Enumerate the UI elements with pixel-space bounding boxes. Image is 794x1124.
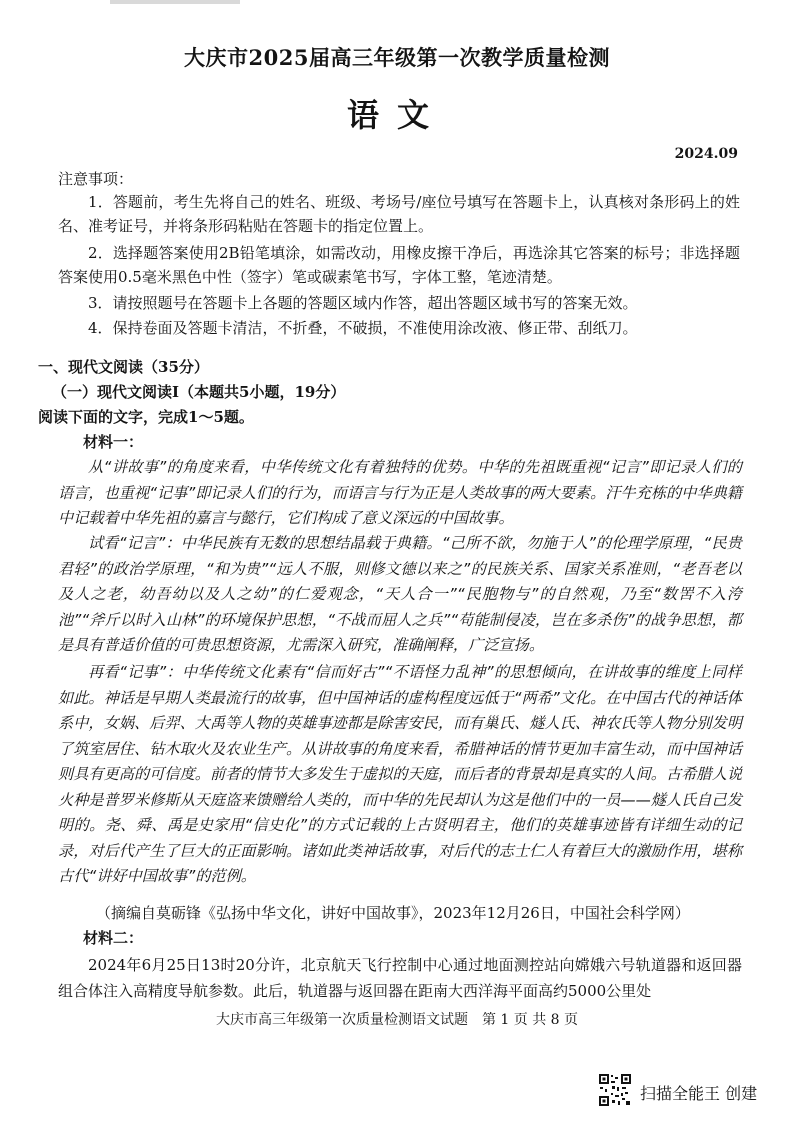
exam-title: 大庆市2025届高三年级第一次教学质量检测 <box>184 45 610 70</box>
subsection-heading: （一）现代文阅读Ⅰ（本题共5小题，19分） <box>52 383 346 401</box>
scan-edge-mark <box>110 0 240 4</box>
material-paragraph: 再看“记事”：中华传统文化素有“信而好古”“不语怪力乱神”的思想倾向，在讲故事的维度上同样如此。神话是早期人类最流行的故事，但中国神话的虚构程度远低于“两希”文化。在中国古代的神话体系中，女娲、后羿、大禹等人物的英雄事迹都是除害安民，而有巢氏、燧人氏、神农氏等人物分别发明了筑室居住、钻木取火及农业生产。从讲故事的角度来看，希腊神话的情节更加丰富生动，而中国神话则具有更高的可信度。前者的情节大多发生于虚拟的天庭，而后者的背景却是真实的人间。古希腊人说火种是普罗米修斯从天庭盗来馈赠给人类的，而中华的先民却认为这是他们中的一员——燧人氏自己发明的。尧、舜、禹是史家用“信史化”的方式记载的上古贤明君主，他们的英雄事迹皆有详细生动的记录，对后代产生了巨大的正面影响。诸如此类神话故事，对后代的志士仁人有着巨大的激励作用，堪称古代“讲好中国故事”的范例。 <box>58 663 742 885</box>
material-label: 材料二： <box>83 929 144 947</box>
exam-date: 2024.09 <box>674 146 738 162</box>
subject-title: 语文 <box>346 96 447 134</box>
notice-item: 4．保持卷面及答题卡清洁，不折叠，不破损，不准使用涂改液、修正带、刮纸刀。 <box>88 319 638 337</box>
notice-item: 1．答题前，考生先将自己的姓名、班级、考场号/座位号填写在答题卡上，认真核对条形码上的姓名、准考证号，并将条形码粘贴在答题卡的指定位置上。 <box>58 193 740 235</box>
material-paragraph: 试看“记言”：中华民族有无数的思想结晶载于典籍。“己所不欲，勿施于人”的伦理学原理，“民贵君轻”的政治学原理，“和为贵”“远人不服，则修文德以来之”的民族关系、国家关系准则，“老吾老以及人之老，幼吾幼以及人之幼”的仁爱观念，“天人合一”“民胞物与”的自然观，乃至“数罟不入洿池”“斧斤以时入山林”的环境保护思想，“不战而屈人之兵”“苟能制侵凌，岂在多杀伤”的战争思想，都是具有普适价值的可贵思想资源，尤需深入研究，准确阐释，广泛宣扬。 <box>58 534 742 654</box>
material-paragraph: 从“讲故事”的角度来看，中华传统文化有着独特的优势。中华的先祖既重视“记言”即记录人们的语言，也重视“记事”即记录人们的行为，而语言与行为正是人类故事的两大要素。汗牛充栋的中华典籍中记载着中华先祖的嘉言与懿行，它们构成了意义深远的中国故事。 <box>58 458 742 527</box>
material-paragraph: 2024年6月25日13时20分许，北京航天飞行控制中心通过地面测控站向嫦娥六号轨道器和返回器组合体注入高精度导航参数。此后，轨道器与返回器在距南大西洋海平面高约5000公里处 <box>58 956 742 1000</box>
material-label: 材料一： <box>83 433 144 451</box>
qr-code-icon <box>598 1073 632 1107</box>
section-heading: 一、现代文阅读（35分） <box>38 358 209 376</box>
reading-instruction: 阅读下面的文字，完成1～5题。 <box>38 408 254 426</box>
page-footer: 大庆市高三年级第一次质量检测语文试题 第 1 页 共 8 页 <box>215 1012 579 1028</box>
notice-item: 2．选择题答案使用2B铅笔填涂，如需改动，用橡皮擦干净后，再选涂其它答案的标号；非选择题答案使用0.5毫米黑色中性（签字）笔或碳素笔书写，字体工整，笔迹清楚。 <box>58 244 740 286</box>
scanner-watermark: 扫描全能王 创建 <box>640 1084 758 1103</box>
notice-item: 3．请按照题号在答题卡上各题的答题区域内作答，超出答题区域书写的答案无效。 <box>88 294 638 312</box>
notice-heading: 注意事项： <box>58 170 134 188</box>
material-source: （摘编自莫砺锋《弘扬中华文化，讲好中国故事》，2023年12月26日，中国社会科学网） <box>96 904 690 922</box>
